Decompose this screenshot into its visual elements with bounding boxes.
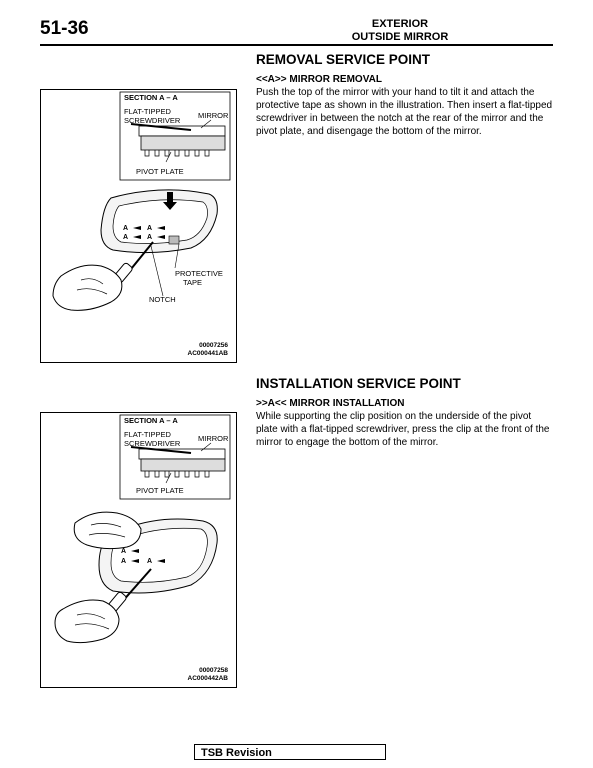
installation-heading: INSTALLATION SERVICE POINT [256,376,461,391]
fig1-label-tape-1: PROTECTIVE [175,269,223,278]
installation-body: While supporting the clip position on the underside of the pivot plate with a flat-tipped screwdriver, press the clip at the front of the mirror to engage the bottom of the mirror. [256,411,550,448]
installation-step-title: >>A<< MIRROR INSTALLATION [256,398,405,409]
fig2-marker-a-3: A [147,558,153,565]
tsb-revision-label: TSB Revision [194,744,386,760]
removal-body: Push the top of the mirror with your hand to tilt it and attach the protective tape as shown in the illustration. Then insert a flat-tipped screwdriver in between the notch at the rear of the mirror and the pivot plate, and disengage the bottom of the mirror. [256,87,553,137]
fig1-label-mirror: MIRROR [198,111,229,120]
fig1-label-pivot: PIVOT PLATE [136,167,184,176]
fig1-id-code: AC000441AB [187,350,228,357]
fig1-marker-a-2: A [123,234,129,241]
fig1-marker-a-4: A [147,234,153,241]
installation-figure [40,412,237,688]
header-rule [40,44,553,46]
fig1-label-tape-2: TAPE [183,278,203,287]
page-number: 51-36 [40,18,89,39]
fig2-id-number: 00007258 [199,667,228,674]
fig2-marker-a-1: A [121,548,127,555]
fig2-label-mirror: MIRROR [198,434,229,443]
fig2-id [188,667,228,683]
fig1-marker-a-3: A [147,225,153,232]
fig1-id-number: 00007256 [199,342,228,349]
fig1-marker-a-1: A [123,225,129,232]
fig2-marker-a-2: A [121,558,127,565]
fig2-label-pivot: PIVOT PLATE [136,486,184,495]
fig2-label-screwdriver-2: SCREWDRIVER [124,439,181,448]
fig1-id [188,342,228,358]
header-subtitle: OUTSIDE MIRROR [351,31,449,43]
fig1-label-screwdriver-2: SCREWDRIVER [124,116,181,125]
header-title: EXTERIOR [371,18,429,30]
fig1-label-screwdriver-1: FLAT-TIPPED [124,107,171,116]
fig2-label-screwdriver-1: FLAT-TIPPED [124,430,171,439]
removal-figure [40,89,237,363]
fig2-id-code: AC000442AB [187,675,228,682]
installation-illustration [41,413,236,687]
removal-heading: REMOVAL SERVICE POINT [256,52,431,67]
removal-step-title: <<A>> MIRROR REMOVAL [256,74,382,85]
fig1-section-label: SECTION A – A [124,93,178,102]
fig1-label-notch: NOTCH [149,295,176,304]
page-header-title [260,18,540,44]
fig2-section-label: SECTION A – A [124,416,178,425]
removal-illustration [41,90,236,362]
